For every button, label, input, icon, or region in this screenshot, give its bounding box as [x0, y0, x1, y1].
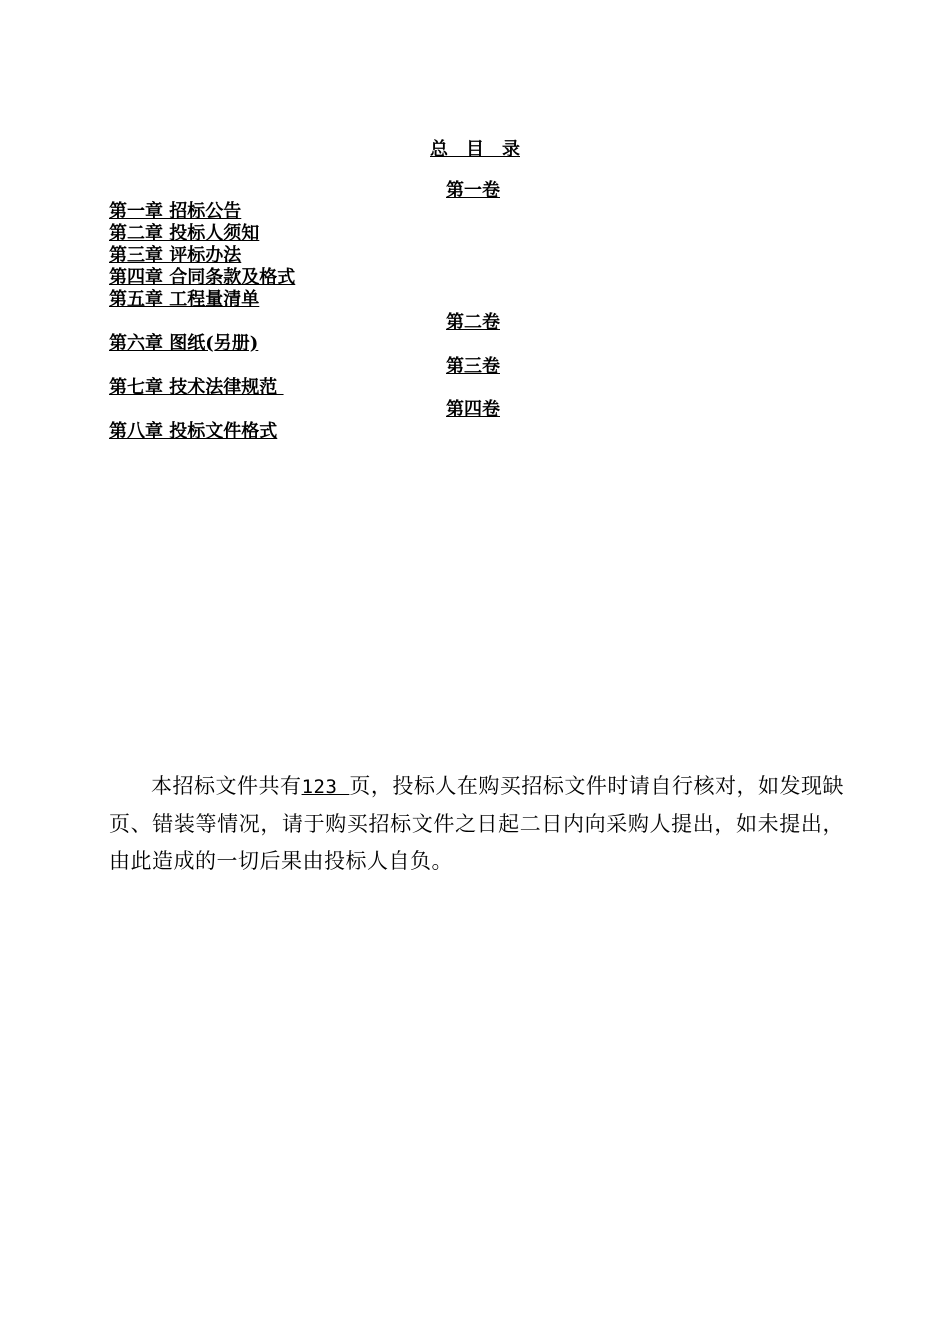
volume-3-heading: 第三卷 [446, 356, 500, 377]
toc-chapter-2: 第二章 投标人须知 [109, 223, 260, 244]
notice-page-count: 123 [301, 776, 350, 798]
toc-chapter-5: 第五章 工程量清单 [109, 289, 260, 310]
notice-text-before: 本招标文件共有 [151, 774, 302, 798]
toc-chapter-3: 第三章 评标办法 [109, 245, 242, 266]
volume-1-heading: 第一卷 [446, 180, 500, 201]
toc-chapter-1: 第一章 招标公告 [109, 201, 242, 222]
toc-chapter-6: 第六章 图纸(另册) [109, 333, 259, 354]
notice-text-after: 页，投标人在购买招标文件时请自行核对，如发现缺页、错装等情况，请于购买招标文件之日起二日内向采购人提出，如未提出，由此造成的一切后果由投标人自负。 [109, 774, 844, 873]
page-count-notice [109, 768, 844, 880]
toc-chapter-4: 第四章 合同条款及格式 [109, 267, 296, 288]
volume-2-heading: 第二卷 [446, 312, 500, 333]
toc-title [0, 138, 950, 162]
toc-title-text: 总 目 录 [430, 139, 520, 160]
volume-4-heading: 第四卷 [446, 399, 500, 420]
toc-chapter-7: 第七章 技术法律规范 [109, 377, 284, 398]
toc-chapter-8: 第八章 投标文件格式 [109, 421, 278, 442]
